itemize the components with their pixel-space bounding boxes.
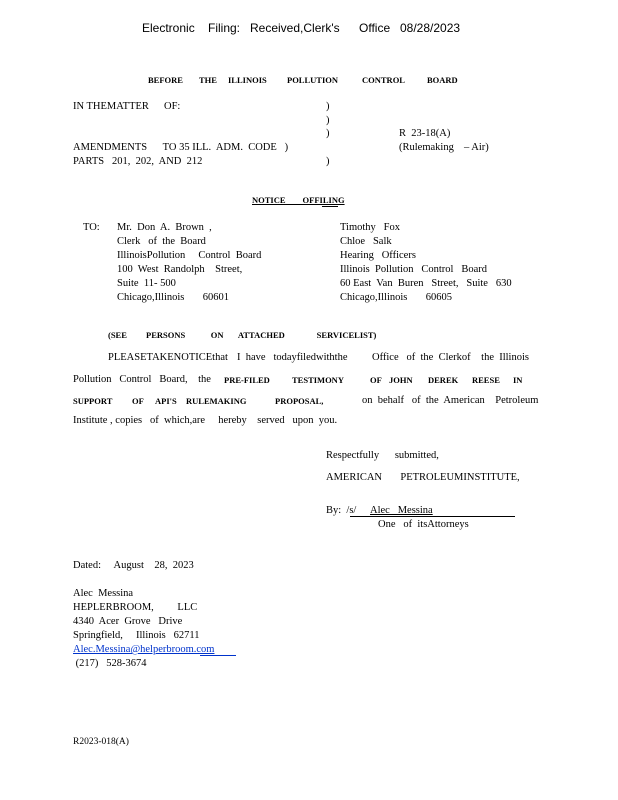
body-line-3b: OF: [132, 396, 144, 406]
closing-respectfully: Respectfully submitted,: [326, 450, 439, 461]
to-label: TO:: [83, 222, 100, 233]
caption-air: – Air): [464, 142, 489, 153]
notice-title: NOTICE OFFILING: [252, 195, 345, 205]
body-line-2c: TESTIMONY: [292, 375, 344, 385]
email-underline-extension: [200, 655, 236, 656]
body-line-2d: OF: [370, 375, 382, 385]
caption-in-the-matter: IN THEMATTER: [73, 101, 149, 112]
closing-organization: AMERICAN PETROLEUMINSTITUTE,: [326, 472, 520, 483]
caption-paren-2: ): [326, 115, 330, 126]
recipient-right-line-3: Hearing Officers: [340, 250, 416, 261]
footer-reference: R2023-018(A): [73, 737, 129, 747]
closing-attorneys: One of itsAttorneys: [378, 519, 469, 530]
caption-paren-1: ): [326, 101, 330, 112]
body-line-3e: PROPOSAL,: [275, 396, 324, 406]
body-line-2h: IN: [513, 375, 523, 385]
caption-amendments: AMENDMENTS TO 35 ILL. ADM. CODE ): [73, 142, 289, 153]
body-line-4: Institute , copies of which,are hereby served upon you.: [73, 415, 338, 426]
filing-stamp-electronic: Electronic: [142, 21, 195, 35]
caption-paren-3: ): [326, 128, 330, 139]
board-heading-illinois: ILLINOIS: [228, 75, 267, 85]
see-persons-note: (SEE PERSONS ON ATTACHED SERVICELIST): [108, 330, 377, 340]
recipient-right-line-4: Illinois Pollution Control Board: [340, 264, 488, 275]
phone-number: (217) 528-3674: [73, 658, 147, 669]
body-line-2a: Pollution Control Board, the: [73, 374, 211, 385]
signature-block-line-4: Springfield, Illinois 62711: [73, 630, 200, 641]
recipient-left-line-6: Chicago,Illinois 60601: [117, 292, 229, 303]
recipient-left-line-2: Clerk of the Board: [117, 236, 206, 247]
closing-by: By: /s/: [326, 505, 357, 516]
notice-title-underline: [322, 206, 338, 207]
body-line-3d: RULEMAKING: [186, 396, 247, 406]
body-line-2g: REESE: [472, 375, 500, 385]
body-line-3f: on behalf of the American Petroleum: [362, 395, 539, 406]
caption-paren-4: ): [326, 156, 330, 167]
board-heading-control: CONTROL: [362, 75, 405, 85]
body-line-1c: Office of the Clerkof the Illinois: [372, 352, 529, 363]
caption-docket-number: R 23-18(A): [399, 128, 451, 139]
filing-stamp-received: Received,Clerk's: [250, 21, 340, 35]
caption-parts: PARTS 201, 202, AND 212: [73, 156, 203, 167]
caption-of: OF:: [164, 101, 181, 112]
recipient-right-line-6: Chicago,Illinois 60605: [340, 292, 452, 303]
body-line-3a: SUPPORT: [73, 396, 113, 406]
body-line-2f: DEREK: [428, 375, 459, 385]
recipient-left-line-1: Mr. Don A. Brown ,: [117, 222, 212, 233]
signature-block-line-2: HEPLERBROOM, LLC: [73, 602, 198, 613]
signature-line: [350, 516, 515, 517]
closing-signer: Alec Messina: [370, 505, 433, 516]
body-line-2b: PRE-FILED: [224, 375, 270, 385]
board-heading-the: THE: [199, 75, 217, 85]
signature-block-line-3: 4340 Acer Grove Drive: [73, 616, 183, 627]
recipient-left-line-5: Suite 11- 500: [117, 278, 176, 289]
body-line-1a: PLEASETAKENOTICEthat: [108, 352, 228, 363]
filing-stamp-filing: Filing:: [208, 21, 241, 35]
recipient-right-line-1: Timothy Fox: [340, 222, 401, 233]
board-heading-before: BEFORE: [148, 75, 183, 85]
signature-block-line-1: Alec Messina: [73, 588, 134, 599]
filing-stamp-office: Office: [359, 21, 391, 35]
email-link[interactable]: Alec.Messina@helperbroom.com: [73, 644, 215, 655]
recipient-left-line-3: IllinoisPollution Control Board: [117, 250, 262, 261]
dated-line: Dated: August 28, 2023: [73, 560, 194, 571]
board-heading-board: BOARD: [427, 75, 458, 85]
filing-stamp-date: 08/28/2023: [400, 21, 461, 35]
body-line-3c: API'S: [155, 396, 177, 406]
board-heading-pollution: POLLUTION: [287, 75, 339, 85]
recipient-right-line-5: 60 East Van Buren Street, Suite 630: [340, 278, 512, 289]
recipient-left-line-4: 100 West Randolph Street,: [117, 264, 243, 275]
body-line-1b: I have todayfiledwiththe: [237, 352, 348, 363]
recipient-right-line-2: Chloe Salk: [340, 236, 392, 247]
body-line-2e: JOHN: [389, 375, 413, 385]
caption-rulemaking: (Rulemaking: [399, 142, 454, 153]
